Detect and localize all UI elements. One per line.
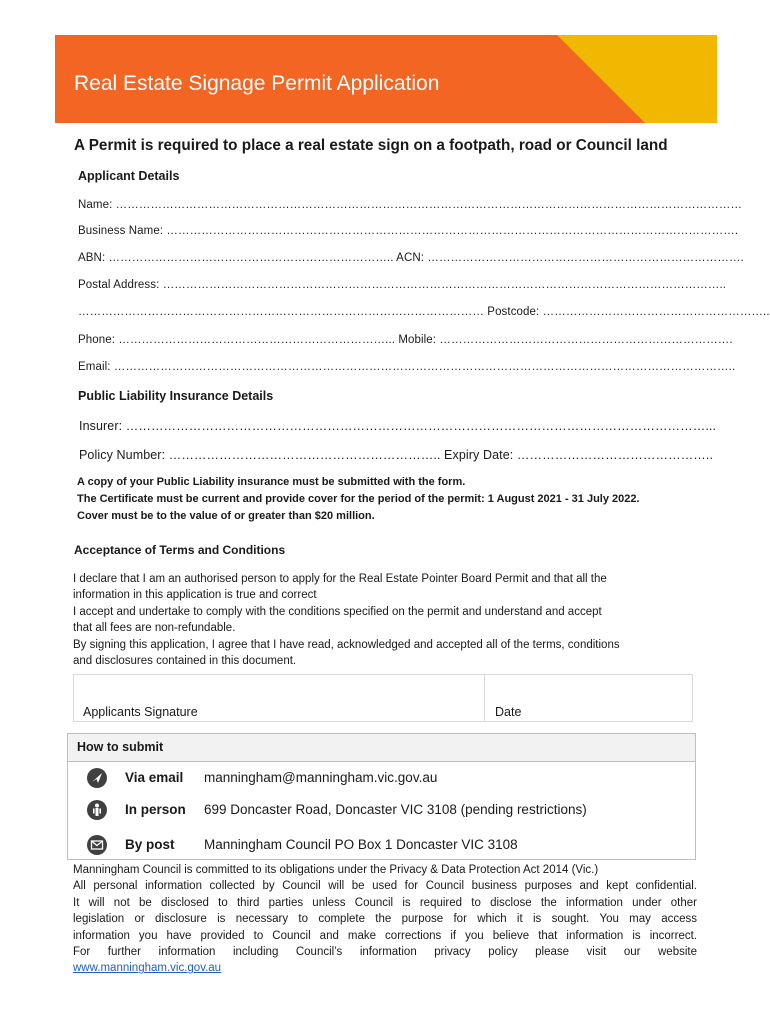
insurer-field[interactable]: Insurer: …………………………………………………………………………………………………………………………... — [79, 419, 717, 433]
submit-method-row — [68, 798, 695, 828]
insurance-notice — [77, 474, 640, 525]
how-to-submit-box — [67, 733, 696, 860]
email-icon — [87, 768, 107, 788]
privacy-line: It will not be disclosed to third parties unless Council is required to disclose the information under other — [73, 896, 697, 909]
banner-accent-shape — [557, 35, 717, 123]
how-to-submit-title: How to submit — [68, 734, 695, 762]
submit-method-label: By post — [125, 837, 175, 852]
abn-acn-field[interactable]: ABN: ……………………………………………………………….. ACN: ………………………………………………………………………. — [78, 252, 744, 264]
page-title: Real Estate Signage Permit Application — [74, 72, 440, 95]
notice-line: The Certificate must be current and provide cover for the period of the permit: 1 August 2021 - 31 July 2022. — [77, 493, 640, 505]
privacy-line: legislation or disclosure is necessary to complete the purpose for which it is sought. You may access — [73, 913, 697, 926]
postcode-field[interactable]: …………………………………………………………………………………………… Postcode: ………………………………………………….. — [78, 306, 770, 318]
policy-expiry-field[interactable]: Policy Number: ……………………………………………………….. Expiry Date: ……………………………………….. — [79, 448, 714, 462]
privacy-line: All personal information collected by Council will be used for Council business purposes and kept confidential. — [73, 880, 697, 893]
person-icon — [87, 800, 107, 820]
privacy-line: For further information including Council’s information privacy policy please visit our website — [73, 946, 697, 959]
terms-title: Acceptance of Terms and Conditions — [74, 543, 286, 557]
header-banner — [55, 35, 717, 123]
submit-method-row — [68, 833, 695, 863]
signature-divider — [484, 675, 485, 721]
applicant-signature-field[interactable]: Applicants Signature — [83, 705, 198, 719]
email-address-link[interactable]: manningham@manningham.vic.gov.au — [204, 770, 438, 785]
permit-heading: A Permit is required to place a real estate sign on a footpath, road or Council land — [74, 137, 668, 154]
terms-text — [73, 571, 703, 669]
date-field[interactable]: Date — [495, 705, 522, 719]
terms-line: that all fees are non-refundable. — [73, 622, 236, 635]
submit-method-row — [68, 766, 695, 796]
privacy-line: Manningham Council is committed to its obligations under the Privacy & Data Protection Act 2014 (Vic.) — [73, 864, 599, 876]
office-address: 699 Doncaster Road, Doncaster VIC 3108 (pending restrictions) — [204, 802, 587, 817]
name-field[interactable]: Name: ……………………………………………………………………………………………………………………………………………… — [78, 199, 743, 211]
website-link[interactable]: www.manningham.vic.gov.au — [73, 962, 222, 975]
privacy-line: information you have provided to Council and make corrections if you believe that information is incorrect. — [73, 929, 697, 942]
insurance-details-title: Public Liability Insurance Details — [78, 389, 274, 403]
email-field[interactable]: Email: …………………………………………………………………………………………………………………………………………….. — [78, 361, 736, 373]
phone-mobile-field[interactable]: Phone: ……………………………………………………………... Mobile: …………………………………………………………………. — [78, 334, 733, 346]
signature-table — [73, 674, 693, 722]
terms-line: information in this application is true and correct — [73, 589, 317, 602]
terms-line: I accept and undertake to comply with the conditions specified on the permit and understand and accept — [73, 605, 602, 618]
terms-line: and disclosures contained in this document. — [73, 655, 297, 668]
terms-line: By signing this application, I agree that I have read, acknowledged and accepted all of the terms, conditions — [73, 638, 620, 651]
notice-line: Cover must be to the value of or greater than $20 million. — [77, 510, 375, 522]
mail-icon — [87, 835, 107, 855]
terms-line: I declare that I am an authorised person to apply for the Real Estate Pointer Board Permit and that all the — [73, 573, 607, 585]
postal-address-field[interactable]: Postal Address: ……………………………………………………………………………………………………………………………….. — [78, 279, 727, 291]
business-name-field[interactable]: Business Name: …………………………………………………………………………………………………………………………………. — [78, 225, 739, 237]
applicant-details-title: Applicant Details — [78, 169, 180, 183]
privacy-statement — [73, 862, 697, 977]
submit-method-label: In person — [125, 802, 186, 817]
postal-address: Manningham Council PO Box 1 Doncaster VIC 3108 — [204, 837, 518, 852]
submit-method-label: Via email — [125, 770, 184, 785]
notice-line: A copy of your Public Liability insurance must be submitted with the form. — [77, 476, 466, 488]
